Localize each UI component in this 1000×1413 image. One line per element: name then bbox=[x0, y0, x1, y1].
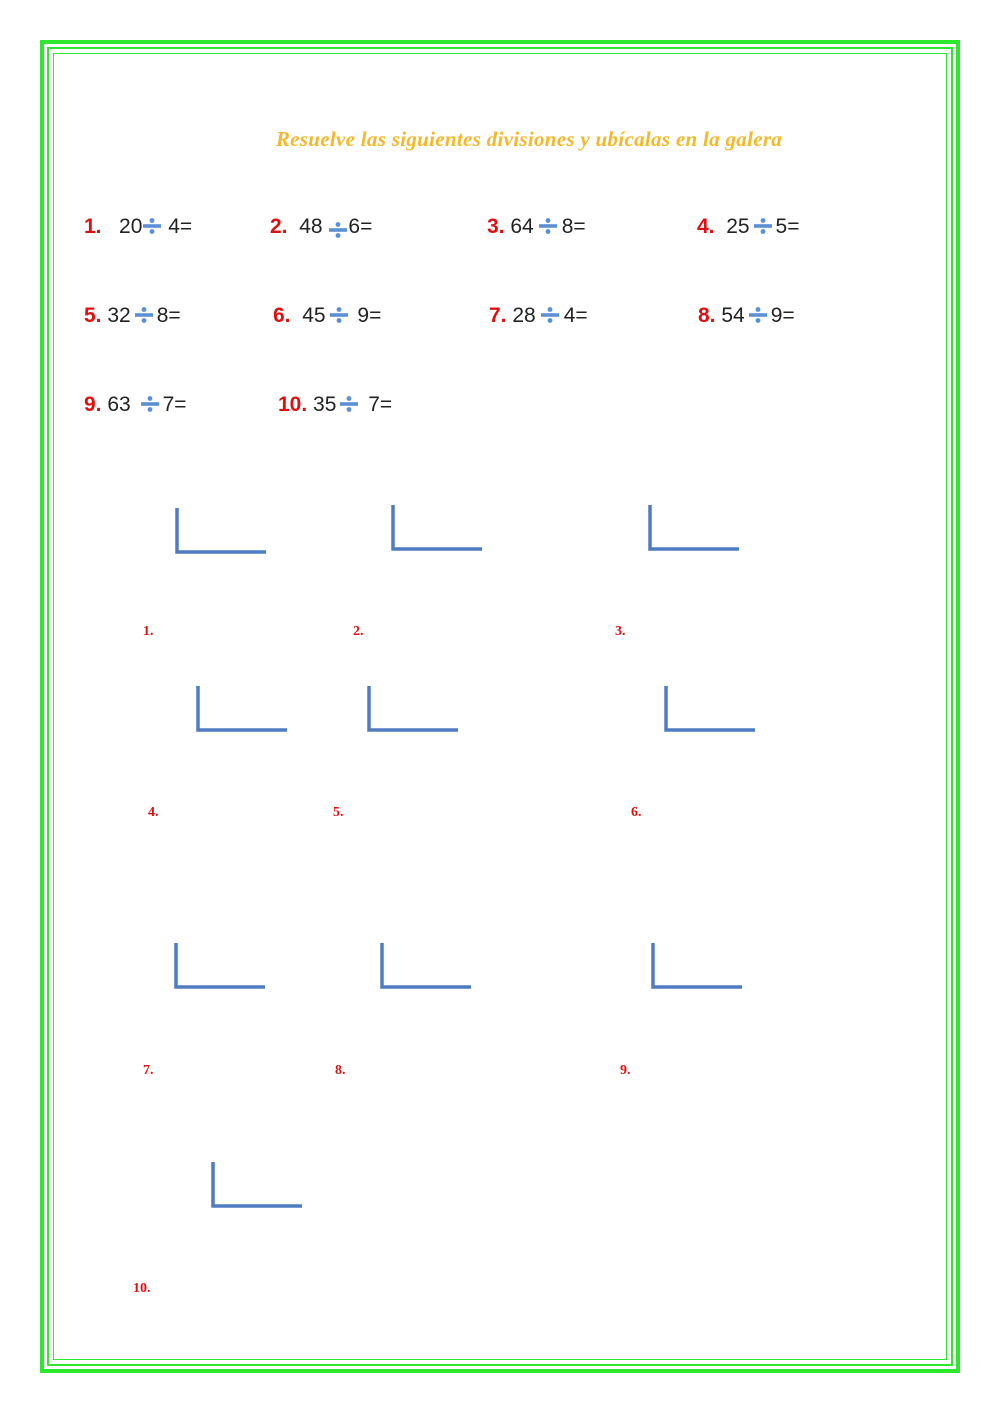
galera-bracket-8[interactable] bbox=[379, 941, 471, 989]
galera-label-10: 10. bbox=[133, 1281, 151, 1296]
dividend: 64 bbox=[510, 215, 534, 238]
exercise-7 bbox=[489, 303, 588, 329]
page-title: Resuelve las siguientes divisiones y ubícalas en la galera bbox=[275, 127, 783, 151]
dividend: 35 bbox=[313, 393, 337, 416]
exercise-10 bbox=[278, 392, 392, 418]
exercise-4 bbox=[697, 214, 800, 240]
divisor: 7= bbox=[162, 393, 187, 416]
divisor: 7= bbox=[368, 393, 393, 416]
divisor: 4= bbox=[563, 304, 588, 327]
division-sign-icon bbox=[746, 306, 770, 324]
exercise-2 bbox=[270, 214, 372, 240]
exercise-9 bbox=[84, 392, 187, 418]
galera-label-1: 1. bbox=[143, 624, 154, 639]
dividend: 25 bbox=[726, 215, 750, 238]
divisor: 5= bbox=[775, 215, 800, 238]
exercise-3 bbox=[487, 214, 586, 240]
galera-label-6: 6. bbox=[631, 805, 642, 820]
exercise-number: 1. bbox=[84, 215, 102, 238]
exercise-number: 10. bbox=[278, 393, 308, 416]
dividend: 20 bbox=[119, 215, 143, 238]
division-sign-icon bbox=[132, 306, 156, 324]
exercise-8 bbox=[698, 303, 795, 329]
galera-label-9: 9. bbox=[620, 1063, 631, 1078]
divisor: 9= bbox=[770, 304, 795, 327]
exercise-6 bbox=[273, 303, 381, 329]
divisor: 8= bbox=[156, 304, 181, 327]
dividend: 63 bbox=[107, 393, 131, 416]
division-sign-icon bbox=[143, 217, 161, 235]
exercise-number: 3. bbox=[487, 215, 505, 238]
division-sign-icon bbox=[327, 306, 351, 324]
division-sign-icon bbox=[751, 217, 775, 235]
galera-label-7: 7. bbox=[143, 1063, 154, 1078]
galera-bracket-2[interactable] bbox=[390, 503, 482, 551]
exercise-number: 6. bbox=[273, 304, 291, 327]
galera-label-3: 3. bbox=[615, 624, 626, 639]
exercise-number: 7. bbox=[489, 304, 507, 327]
divisor: 8= bbox=[561, 215, 586, 238]
division-sign-icon bbox=[337, 395, 361, 413]
galera-bracket-1[interactable] bbox=[174, 506, 266, 554]
division-sign-icon bbox=[329, 221, 347, 239]
divisor: 6= bbox=[348, 215, 373, 238]
exercise-number: 2. bbox=[270, 215, 288, 238]
galera-label-2: 2. bbox=[353, 624, 364, 639]
inner-border bbox=[53, 53, 947, 1360]
exercise-number: 4. bbox=[697, 215, 715, 238]
galera-bracket-9[interactable] bbox=[650, 941, 742, 989]
divisor: 4= bbox=[168, 215, 193, 238]
exercise-number: 8. bbox=[698, 304, 716, 327]
division-sign-icon bbox=[537, 306, 563, 324]
dividend: 54 bbox=[721, 304, 745, 327]
dividend: 45 bbox=[302, 304, 326, 327]
exercise-number: 9. bbox=[84, 393, 102, 416]
galera-label-5: 5. bbox=[333, 805, 344, 820]
galera-bracket-10[interactable] bbox=[210, 1160, 302, 1208]
dividend: 28 bbox=[512, 304, 536, 327]
exercise-1 bbox=[84, 214, 192, 240]
division-sign-icon bbox=[535, 217, 561, 235]
exercise-5 bbox=[84, 303, 181, 329]
dividend: 32 bbox=[107, 304, 131, 327]
galera-bracket-4[interactable] bbox=[195, 684, 287, 732]
galera-label-4: 4. bbox=[148, 805, 159, 820]
exercise-number: 5. bbox=[84, 304, 102, 327]
division-sign-icon bbox=[138, 395, 162, 413]
divisor: 9= bbox=[357, 304, 382, 327]
galera-label-8: 8. bbox=[335, 1063, 346, 1078]
galera-bracket-3[interactable] bbox=[647, 503, 739, 551]
galera-bracket-7[interactable] bbox=[173, 941, 265, 989]
galera-bracket-6[interactable] bbox=[663, 684, 755, 732]
dividend: 48 bbox=[299, 215, 323, 238]
galera-bracket-5[interactable] bbox=[366, 684, 458, 732]
